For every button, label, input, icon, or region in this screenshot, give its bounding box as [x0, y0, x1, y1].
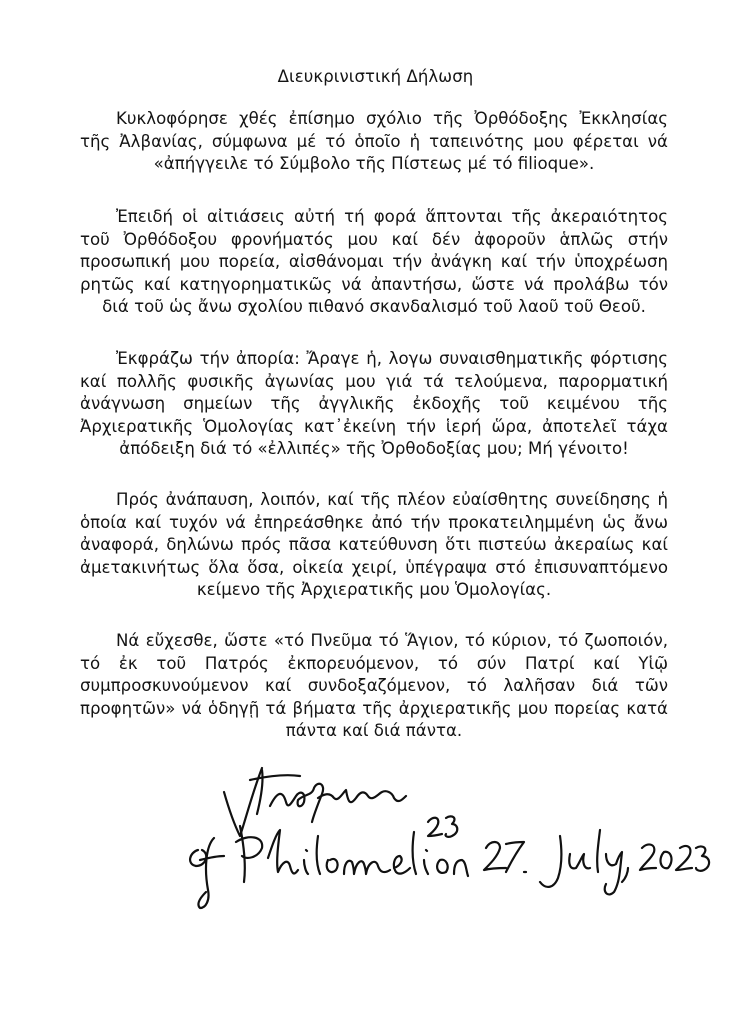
paragraph-3: Ἐκφράζω τήν ἀπορία: Ἄραγε ἡ, λογω συναισθηματικῆς φόρτισης καί πολλῆς φυσικῆς ἀγωνίας μου γιά τά τελούμενα, παρορματική ἀνάγνωση σημείων τῆς ἀγγλικῆς ἐκδοχῆς τοῦ κειμένου τῆς Ἀρχιερατικῆς Ὁμολογίας κατ᾽ἐκείνη τήν ἱερή ὥρα, ἀποτελεῖ τάχα ἀπόδειξη διά τό «ἐλλιπές» τῆς Ὀρθοδοξίας μου; Μή γένοιτο!	[80, 349, 668, 459]
handwritten-signature	[0, 750, 751, 920]
paragraph-4: Πρός ἀνάπαυση, λοιπόν, καί τῆς πλέον εὐαίσθητης συνείδησης ἡ ὁποία καί τυχόν νά ἐπηρεάσθηκε ἀπό τήν προκατειλημμένη ὡς ἄνω ἀναφορά, δηλώνω πρός πᾶσα κατεύθυνση ὅτι πιστεύω ἀκεραίως καί ἀμετακινήτως ὅλα ὅσα, οἰκεία χειρί, ὑπέγραψα στό ἐπισυναπτόμενο κείμενο τῆς Ἀρχιερατικῆς μου Ὁμολογίας.	[80, 490, 668, 600]
paragraph-5: Νά εὔχεσθε, ὥστε «τό Πνεῦμα τό Ἅγιον, τό κύριον, τό ζωοποιόν, τό ἐκ τοῦ Πατρός ἐκπορευόμενον, τό σύν Πατρί καί Υἱῷ συμπροσκυνούμενον καί συνδοξαζόμενον, τό λαλῆσαν διά τῶν προφητῶν» νά ὁδηγῇ τά βήματα τῆς ἀρχιερατικῆς μου πορείας κατά πάντα καί διά πάντα.	[80, 631, 668, 741]
signature-mark	[428, 816, 457, 836]
paragraph-2: Ἐπειδή οἱ αἰτιάσεις αὐτή τή φορά ἅπτονται τῆς ἀκεραιότητος τοῦ Ὀρθόδοξου φρονήματός μου καί δέν ἀφοροῦν ἁπλῶς στήν προσωπική μου πορεία, αἰσθάνομαι τήν ἀνάγκη καί τήν ὑποχρέωση ρητῶς καί κατηγορηματικῶς νά ἀπαντήσω, ὥστε νά προλάβω τόν διά τοῦ ὡς ἄνω σχολίου πιθανό σκανδαλισμό τοῦ λαοῦ τοῦ Θεοῦ.	[80, 207, 668, 317]
signature-name-line	[250, 770, 406, 822]
signature-date	[484, 830, 709, 894]
document-title: Διευκρινιστική Δήλωση	[277, 67, 474, 86]
signature-see-line	[190, 826, 468, 908]
paragraph-1: Κυκλοφόρησε χθές ἐπίσημο σχόλιο τῆς Ὀρθόδοξης Ἐκκλησίας τῆς Ἀλβανίας, σύμφωνα μέ τό ὁποῖο ἡ ταπεινότης μου φέρεται νά «ἀπήγγειλε τό Σύμβολο τῆς Πίστεως μέ τό filioque».	[80, 109, 668, 174]
